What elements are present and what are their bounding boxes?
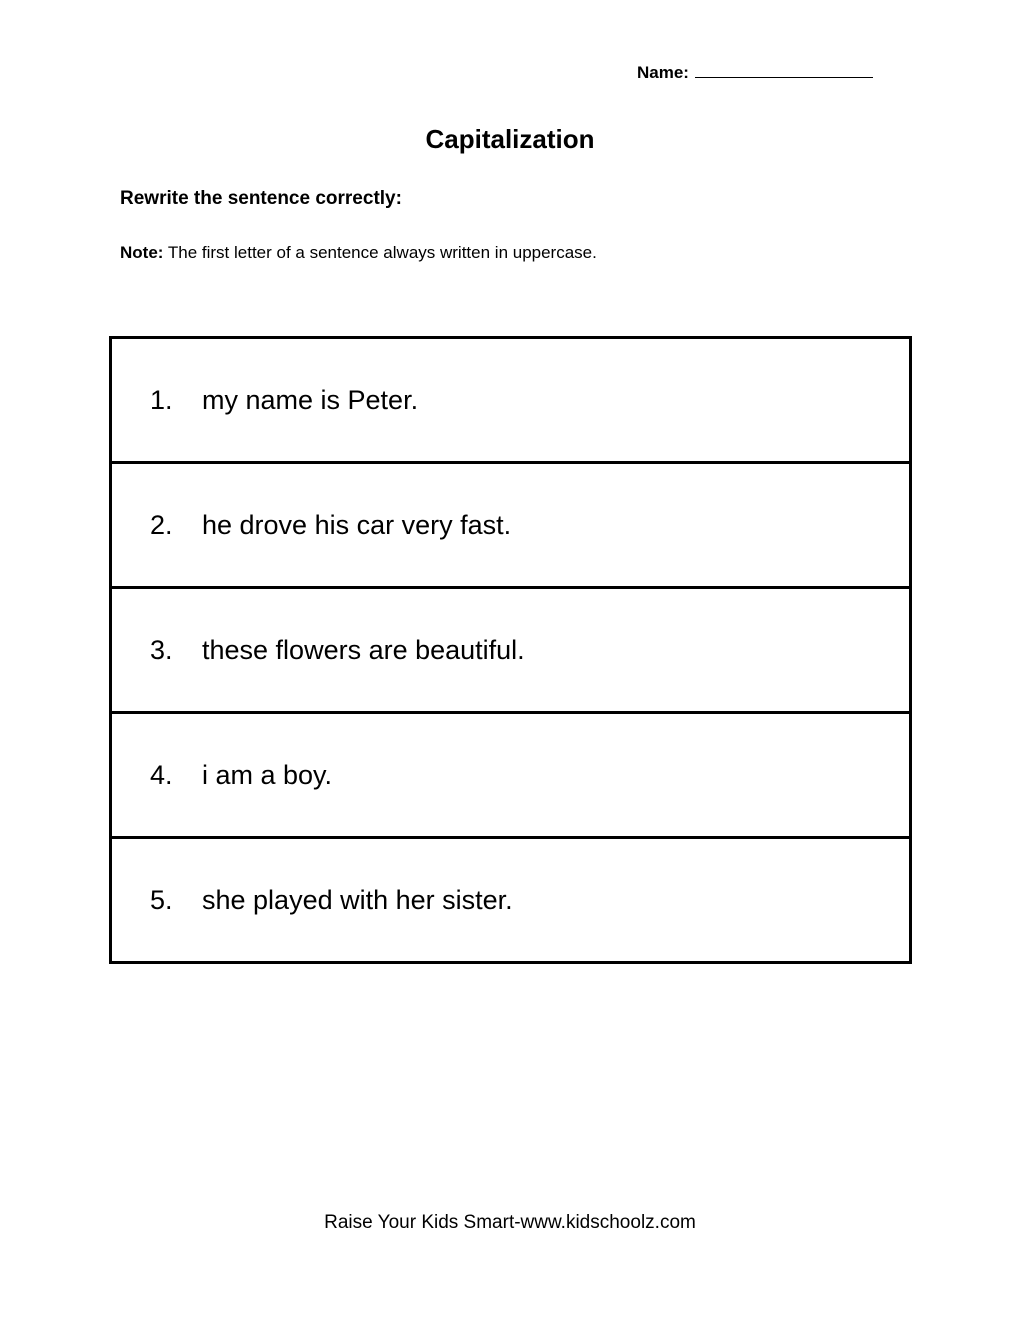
item-sentence: these flowers are beautiful. bbox=[202, 634, 525, 665]
table-row bbox=[112, 464, 909, 589]
table-row bbox=[112, 589, 909, 714]
name-label: Name: bbox=[637, 63, 689, 82]
item-sentence: my name is Peter. bbox=[202, 384, 419, 415]
page-title: Capitalization bbox=[425, 124, 595, 154]
table-row bbox=[112, 339, 909, 464]
instruction: Rewrite the sentence correctly: bbox=[120, 188, 402, 209]
item-number: 5. bbox=[150, 884, 173, 915]
note-text: The first letter of a sentence always written in uppercase. bbox=[163, 243, 597, 262]
item-sentence: i am a boy. bbox=[202, 759, 333, 790]
name-blank-line[interactable] bbox=[695, 63, 873, 78]
item-number: 1. bbox=[150, 384, 173, 415]
name-field bbox=[637, 63, 873, 83]
sentence-table bbox=[109, 336, 912, 964]
note bbox=[120, 243, 597, 263]
item-number: 3. bbox=[150, 634, 173, 665]
table-row bbox=[112, 839, 909, 961]
footer: Raise Your Kids Smart-www.kidschoolz.com bbox=[324, 1212, 696, 1233]
item-sentence: he drove his car very fast. bbox=[202, 509, 512, 540]
table-row bbox=[112, 714, 909, 839]
note-label: Note: bbox=[120, 243, 164, 262]
item-sentence: she played with her sister. bbox=[202, 884, 513, 915]
item-number: 4. bbox=[150, 759, 173, 790]
item-number: 2. bbox=[150, 509, 173, 540]
